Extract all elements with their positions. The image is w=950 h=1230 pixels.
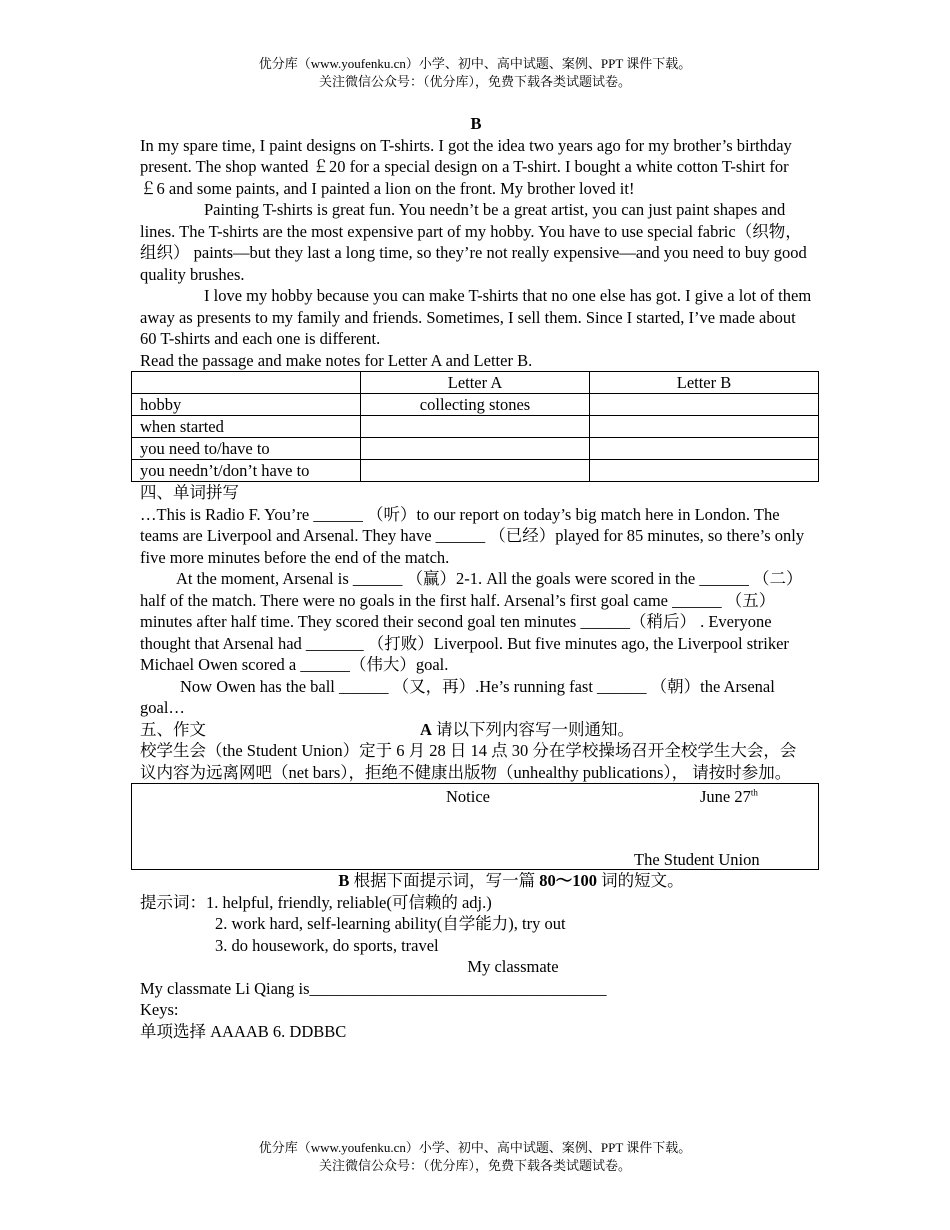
hint-item: 3. do housework, do sports, travel xyxy=(215,935,439,955)
notes-table xyxy=(131,371,819,482)
table-cell: hobby xyxy=(132,394,361,416)
table-row xyxy=(132,394,819,416)
section-b-title: B xyxy=(470,114,482,133)
hint-line-1 xyxy=(140,892,812,914)
hints-label: 提示词： xyxy=(140,892,206,912)
table-cell[interactable] xyxy=(361,438,590,460)
part-a-instruction: 请以下列内容写一则通知。 xyxy=(436,719,635,739)
hint-item: 1. helpful, friendly, reliable(可信赖的 adj.) xyxy=(206,892,492,912)
table-header-cell: Letter A xyxy=(361,372,590,394)
table-cell: collecting stones xyxy=(361,394,590,416)
keys-line: 单项选择 AAAAB 6. DDBBC xyxy=(140,1021,347,1041)
notice-title: Notice xyxy=(446,787,490,806)
table-header-row xyxy=(132,372,819,394)
section-4-title: 四、单词拼写 xyxy=(140,483,239,502)
notice-signature: The Student Union xyxy=(634,850,760,869)
section-5-title: 五、作文 xyxy=(140,719,206,739)
table-instruction: Read the passage and make notes for Letter A and Letter B. xyxy=(140,350,533,370)
table-cell: you need to/have to xyxy=(132,438,361,460)
spelling-paragraph-2: At the moment, Arsenal is ______ （赢）2-1. All the goals were scored in the ______ （二）half of the match. There were no goals in the first half. Arsenal’s first goal came ______ （五）minutes after half time. They scored their second goal ten minutes ______（稍后） . Everyone thought that Arsenal had _______ （打败）Liverpool. But five minutes ago, the Liverpool striker Michael Owen scored a ______（伟大）goal. xyxy=(140,569,803,674)
table-cell[interactable] xyxy=(361,416,590,438)
keys-label: Keys: xyxy=(140,1000,179,1019)
spelling-paragraph-3: Now Owen has the ball ______ （又，再）.He’s running fast ______ （朝）the Arsenal goal… xyxy=(140,676,775,717)
table-cell[interactable] xyxy=(590,438,819,460)
passage-paragraph-3: I love my hobby because you can make T-shirts that no one else has got. I give a lot of them away as presents to my family and friends. Sometimes, I sell them. Since I started, I’ve made about 60 T-shirts and each one is different. xyxy=(140,286,812,348)
header-line-2: 关注微信公众号：（优分库），免费下载各类试题试卷。 xyxy=(318,74,631,89)
table-row xyxy=(132,416,819,438)
spelling-paragraph-1: …This is Radio F. You’re ______ （听）to our report on today’s big match here in London. The teams are Liverpool and Arsenal. They have ______ （已经）played for 85 minutes, so there’s only five more minutes before the end of the match. xyxy=(140,504,805,567)
hint-item: 2. work hard, self-learning ability(自学能力), try out xyxy=(215,914,566,933)
passage-paragraph-1: In my spare time, I paint designs on T-shirts. I got the idea two years ago for my brother’s birthday present. The shop wanted ￡20 for a special design on a T-shirt. I bought a white cotton T-shirt for ￡6 and some paints, and I painted a lion on the front. My brother loved it! xyxy=(140,135,792,198)
document-body xyxy=(140,113,812,1042)
table-header-cell xyxy=(132,372,361,394)
page-footer xyxy=(0,1139,950,1175)
header-line-1: 优分库（www.youfenku.cn）小学、初中、高中试题、案例、PPT 课件下载。 xyxy=(258,56,692,71)
table-cell: when started xyxy=(132,416,361,438)
table-cell[interactable] xyxy=(590,394,819,416)
notice-date-suffix: th xyxy=(750,787,758,798)
table-row xyxy=(132,460,819,482)
notice-box[interactable] xyxy=(131,783,819,870)
table-row xyxy=(132,438,819,460)
footer-line-2: 关注微信公众号：（优分库），免费下载各类试题试卷。 xyxy=(318,1158,631,1173)
passage-paragraph-2: Painting T-shirts is great fun. You needn’t be a great artist, you can just paint shapes and lines. The T-shirts are the most expensive part of my hobby. You have to use special fabric（织物，组织） paints—but they last a long time, so they’re not really expensive—and you need to buy good quality brushes. xyxy=(140,200,807,284)
table-cell[interactable] xyxy=(590,416,819,438)
notice-date: June 27th xyxy=(700,787,758,806)
table-header-cell: Letter B xyxy=(590,372,819,394)
page-header xyxy=(0,55,950,91)
footer-line-1: 优分库（www.youfenku.cn）小学、初中、高中试题、案例、PPT 课件下载。 xyxy=(258,1140,692,1155)
essay-title: My classmate xyxy=(467,957,559,976)
section-5-heading xyxy=(140,719,812,741)
essay-start[interactable]: My classmate Li Qiang is____________________________________ xyxy=(140,978,607,998)
part-a-label: A xyxy=(420,719,432,739)
part-a-text: 校学生会（the Student Union）定于 6 月 28 日 14 点 30 分在学校操场召开全校学生大会，会议内容为远离网吧（net bars），拒绝不健康出版物（unhealthy publications）， 请按时参加。 xyxy=(140,741,797,782)
part-b-instruction: B 根据下面提示词，写一篇 80～100 词的短文。 xyxy=(338,871,684,890)
table-cell[interactable] xyxy=(361,460,590,482)
table-cell: you needn’t/don’t have to xyxy=(132,460,361,482)
table-cell[interactable] xyxy=(590,460,819,482)
